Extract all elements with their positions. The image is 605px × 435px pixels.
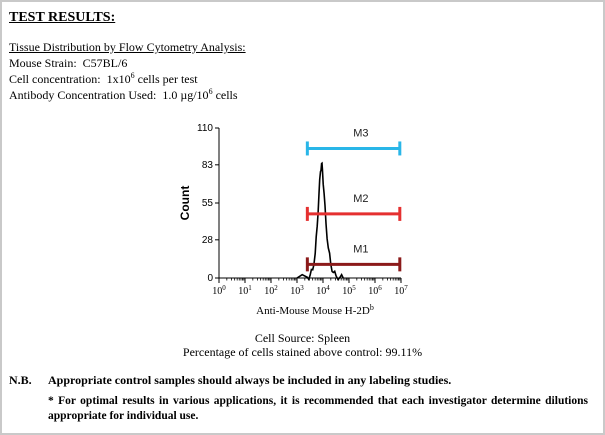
y-tick-label: 0 [207, 273, 213, 284]
mouse-strain-value: C57BL/6 [82, 56, 128, 70]
x-axis-label [256, 303, 374, 317]
x-tick-exponent: 1 [248, 284, 252, 292]
marker-m1-label: M1 [353, 243, 369, 256]
x-tick-base: 10 [212, 286, 223, 297]
x-tick-base: 10 [264, 286, 275, 297]
cell-concentration-line [9, 72, 198, 87]
x-tick-exponent: 7 [404, 284, 408, 292]
marker-m3-label: M3 [353, 127, 369, 140]
x-tick-label [264, 284, 278, 297]
y-tick-label: 110 [197, 123, 213, 134]
y-tick-label: 55 [201, 198, 213, 209]
flow-cytometry-histogram [170, 118, 415, 318]
x-tick-label [394, 284, 408, 297]
histogram-curve [297, 163, 343, 279]
cell-source-text: Cell Source: Spleen [254, 331, 351, 345]
x-tick-label [290, 284, 304, 297]
x-tick-base: 10 [394, 286, 405, 297]
x-tick-base: 10 [316, 286, 327, 297]
antibody-concentration-label: Antibody Concentration Used: [9, 88, 157, 102]
cell-concentration-value: $1x10^6$ cells per test [106, 71, 198, 86]
x-tick-label [238, 284, 252, 297]
y-tick-label: 83 [201, 159, 213, 171]
x-tick-exponent: 0 [222, 284, 226, 292]
x-tick-label [316, 284, 330, 297]
section-subtitle: Tissue Distribution by Flow Cytometry Analysis: [9, 40, 246, 54]
cell-concentration-label: Cell concentration: [9, 72, 101, 86]
x-tick-exponent: 4 [326, 284, 330, 292]
x-tick-exponent: 5 [352, 284, 356, 292]
x-tick-exponent: 2 [274, 284, 278, 292]
x-tick-base: 10 [368, 286, 379, 297]
histogram-svg [170, 118, 415, 318]
x-axis-label-sup: b [369, 303, 374, 312]
x-tick-label [368, 284, 382, 297]
x-tick-base: 10 [238, 286, 249, 297]
x-tick-base: 10 [290, 286, 301, 297]
marker-m2-label: M2 [353, 192, 369, 205]
antibody-concentration-line [9, 88, 238, 103]
mouse-strain-label: Mouse Strain: [9, 56, 77, 70]
x-tick-base: 10 [342, 286, 353, 297]
optimal-results-note: * For optimal results in various applications, it is recommended that each investigator determine dilutions appropriate for individual use. [48, 395, 588, 422]
y-tick-label: 28 [201, 234, 213, 246]
nb-text: Appropriate control samples should always be included in any labeling studies. [48, 373, 452, 387]
y-axis-label: Count [178, 185, 192, 221]
x-tick-exponent: 6 [378, 284, 382, 292]
antibody-concentration-value: 1.0 $\mu g/10^6$ cells [162, 87, 238, 102]
mouse-strain-line [9, 56, 127, 71]
page-title: TEST RESULTS: [9, 10, 116, 25]
x-axis-label-base: Anti-Mouse Mouse H-2D [256, 305, 370, 317]
x-tick-exponent: 3 [300, 284, 304, 292]
nb-label: N.B. [9, 373, 32, 387]
x-tick-label [342, 284, 356, 297]
percentage-stained-text: Percentage of cells stained above control: 99.11% [182, 345, 423, 359]
x-tick-label [212, 284, 226, 297]
